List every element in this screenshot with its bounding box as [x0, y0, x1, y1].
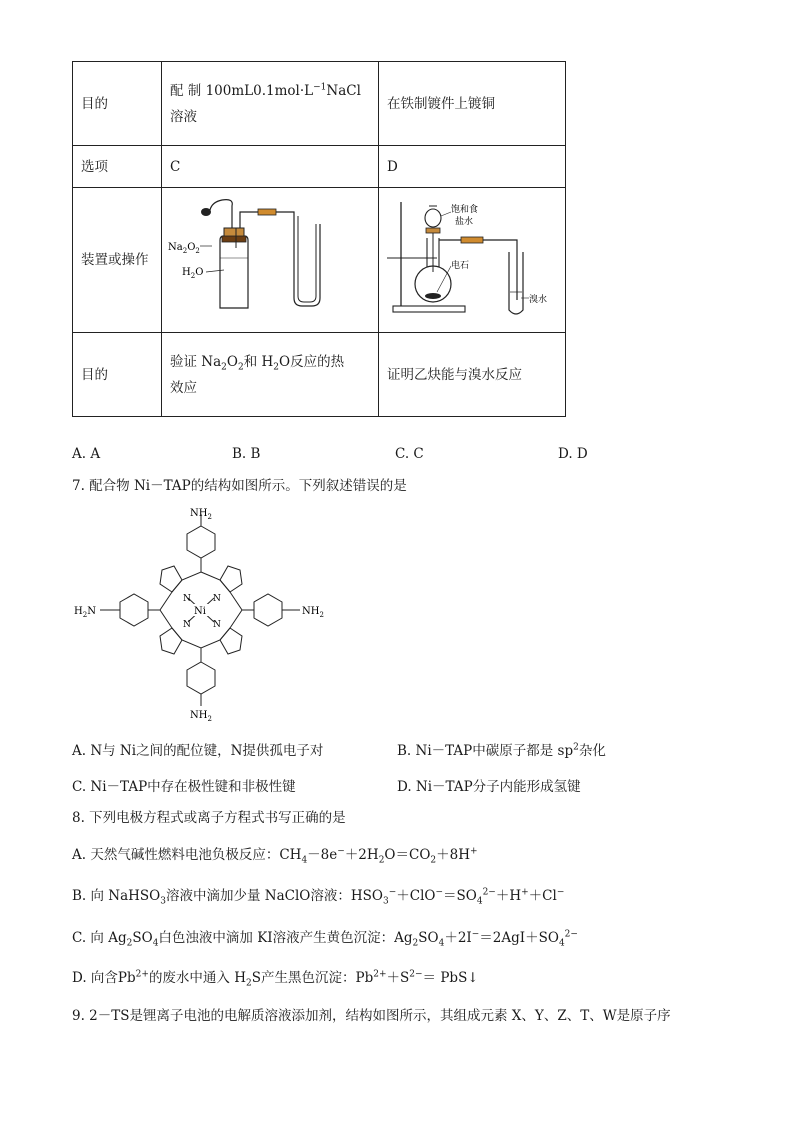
experiment-table	[72, 61, 566, 417]
brine-label-2: 盐水	[455, 217, 474, 227]
table-row	[73, 188, 566, 333]
nh2-top-label: $NH_2$	[190, 508, 212, 521]
row-label: 选项	[73, 146, 162, 188]
q8-option-a: A. 天然气碱性燃料电池负极反应：$CH_4-8e^-+2H_2O=CO_2+8H^+$	[72, 846, 478, 866]
ni-atom: Ni	[194, 606, 206, 617]
q8-stem: 8. 下列电极方程式或离子方程式书写正确的是	[72, 810, 346, 826]
option-d: D. D	[558, 446, 588, 462]
carbide-label: 电石	[451, 261, 470, 271]
table-row	[73, 62, 566, 146]
q7-option-c: C. Ni－TAP中存在极性键和非极性键	[72, 779, 296, 795]
table-row	[73, 333, 566, 417]
option-c-label: C	[162, 146, 379, 188]
row-label: 目的	[73, 333, 162, 417]
q7-option-a: A. N与 Ni之间的配位键，N提供孤电子对	[72, 743, 324, 759]
n-atom: N	[213, 620, 221, 630]
apparatus-c-diagram	[162, 188, 378, 323]
bromine-water-label: 溴水	[529, 295, 548, 305]
purpose-d-2: 证明乙炔能与溴水反应	[379, 333, 566, 417]
n-atom: N	[183, 620, 191, 630]
apparatus-c-cell	[162, 188, 379, 333]
ni-tap-structure	[70, 500, 330, 728]
purpose-d: 在铁制镀件上镀铜	[379, 62, 566, 146]
nh2-right-label: $NH_2$	[302, 606, 324, 619]
q9-stem: 9. 2－TS是锂离子电池的电解质溶液添加剂，结构如图所示，其组成元素 X、Y、Z、T、W是原子序	[72, 1008, 671, 1024]
q7-option-d: D. Ni－TAP分子内能形成氢键	[397, 779, 581, 795]
option-a: A. A	[72, 446, 101, 462]
row-label: 装置或操作	[73, 188, 162, 333]
option-c: C. C	[395, 446, 424, 462]
brine-label: 饱和食	[451, 205, 479, 215]
h2n-left-label: $H_2N$	[74, 606, 96, 619]
q8-option-c: C. 向 $Ag_2SO_4$白色浊液中滴加 KI溶液产生黄色沉淀：$Ag_2SO_4+2I^-=2AgI+SO_4^{2-}$	[72, 929, 578, 949]
n-atom: N	[213, 594, 221, 604]
purpose-c-2: 验证 $Na_2O_2$和 $H_2O$反应的热 效应	[162, 333, 379, 417]
na2o2-label: $Na_2O_2$	[168, 242, 200, 255]
nh2-bottom-label: $NH_2$	[190, 710, 212, 723]
h2o-label: $H_2O$	[182, 267, 204, 280]
apparatus-d-cell	[379, 188, 566, 333]
q8-option-b: B. 向 NaHSO$_3$溶液中滴加少量 NaClO溶液：$HSO_3^-+ClO^-=SO_4^{2-}+H^++Cl^-$	[72, 887, 565, 907]
apparatus-d-diagram	[379, 188, 565, 323]
n-atom: N	[183, 594, 191, 604]
option-b: B. B	[232, 446, 261, 462]
option-d-label: D	[379, 146, 566, 188]
row-label: 目的	[73, 62, 162, 146]
q8-option-d: D. 向含$Pb^{2+}$的废水中通入 $H_2S$产生黑色沉淀：$Pb^{2+}+S^{2-}=$ PbS↓	[72, 969, 479, 989]
table-row	[73, 146, 566, 188]
q7-stem: 7. 配合物 Ni－TAP的结构如图所示。下列叙述错误的是	[72, 478, 407, 494]
purpose-c: 配 制 $100mL0.1mol\cdot L^{-1}NaCl$ 溶液	[162, 62, 379, 146]
q7-option-b: B. Ni－TAP中碳原子都是 $sp^2$杂化	[397, 742, 606, 759]
